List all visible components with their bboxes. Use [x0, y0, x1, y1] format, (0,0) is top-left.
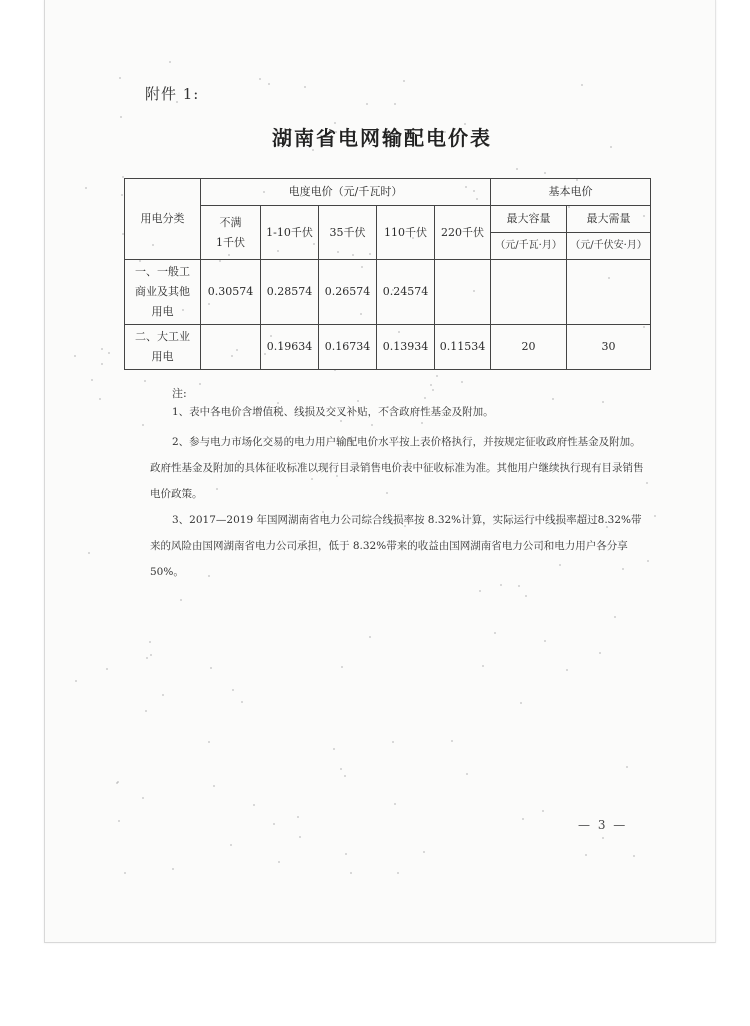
price-cell: 0.28574	[261, 260, 319, 325]
scan-speck	[516, 168, 518, 170]
scan-speck	[120, 116, 122, 118]
scan-speck	[626, 766, 628, 768]
scan-speck	[232, 689, 234, 691]
scan-speck	[397, 872, 399, 874]
category-header: 用电分类	[125, 179, 201, 260]
scan-speck	[357, 400, 359, 402]
voltage-header-220kv: 220千伏	[435, 206, 491, 260]
price-cell: 0.26574	[319, 260, 377, 325]
row-category: 二、大工业 用电	[125, 325, 201, 370]
scan-speck	[403, 80, 405, 82]
scan-speck	[208, 741, 210, 743]
price-cell: 0.30574	[201, 260, 261, 325]
scan-speck	[85, 187, 87, 189]
scan-speck	[430, 384, 432, 386]
price-cell: 0.13934	[377, 325, 435, 370]
scan-speck	[118, 820, 120, 822]
scan-speck	[424, 397, 426, 399]
price-cell: 0.16734	[319, 325, 377, 370]
voltage-header-1-10kv: 1-10千伏	[261, 206, 319, 260]
notes-label: 注:	[172, 387, 187, 400]
capacity-cell	[491, 260, 567, 325]
scan-speck	[654, 515, 656, 517]
scan-speck	[273, 823, 275, 825]
voltage-header-35kv: 35千伏	[319, 206, 377, 260]
max-demand-header: 最大需量	[567, 206, 651, 233]
scan-speck	[482, 665, 484, 667]
note-3: 3、2017—2019 年国网湖南省电力公司综合线损率按 8.32%计算，实际运行中线损率超过8.32%带来的风险由国网湖南省电力公司承担，低于 8.32%带来的收益由国网湖南省电力公司和电力用户各分享 50%。	[150, 514, 642, 578]
table-row	[125, 325, 651, 370]
voltage-header-110kv: 110千伏	[377, 206, 435, 260]
scan-speck	[345, 853, 347, 855]
scan-speck	[162, 694, 164, 696]
note-2: 2、参与电力市场化交易的电力用户输配电价水平按上表价格执行，并按规定征收政府性基金及附加。政府性基金及附加的具体征收标准以现行目录销售电价表中征收标准为准。其他用户继续执行现有目录销售电价政策。	[150, 436, 644, 500]
scan-speck	[241, 701, 243, 703]
table-row	[125, 260, 651, 325]
scan-speck	[99, 398, 101, 400]
scan-speck	[614, 616, 616, 618]
scan-speck	[121, 194, 123, 196]
note-1: 1、表中各电价含增值税、线损及交叉补贴，不含政府性基金及附加。	[172, 406, 494, 418]
demand-cell	[567, 260, 651, 325]
tariff-table	[124, 178, 651, 370]
scan-speck	[199, 383, 201, 385]
scan-speck	[581, 84, 583, 86]
price-cell: 0.11534	[435, 325, 491, 370]
scan-speck	[259, 78, 261, 80]
row-category: 一、一般工 商业及其他 用电	[125, 260, 201, 325]
voltage-header-lt1kv: 不满 1千伏	[201, 206, 261, 260]
scan-speck	[101, 363, 103, 365]
scan-speck	[552, 398, 554, 400]
scan-speck	[210, 667, 212, 669]
scan-speck	[124, 872, 126, 874]
price-cell: 0.24574	[377, 260, 435, 325]
scan-speck	[602, 401, 604, 403]
price-cell	[435, 260, 491, 325]
demand-cell: 30	[567, 325, 651, 370]
price-cell: 0.19634	[261, 325, 319, 370]
price-cell	[201, 325, 261, 370]
scan-speck	[394, 803, 396, 805]
capacity-cell: 20	[491, 325, 567, 370]
attachment-label: 附件 1:	[145, 85, 200, 103]
max-capacity-unit: （元/千瓦·月）	[491, 233, 567, 260]
scan-speck	[169, 61, 171, 63]
basic-price-header: 基本电价	[491, 179, 651, 206]
scan-speck	[341, 666, 343, 668]
max-capacity-header: 最大容量	[491, 206, 567, 233]
document-title: 湖南省电网输配电价表	[272, 126, 492, 150]
energy-price-header: 电度电价（元/千瓦时）	[201, 179, 491, 206]
page-number: — 3 —	[578, 818, 628, 832]
max-demand-unit: （元/千伏安·月）	[567, 233, 651, 260]
